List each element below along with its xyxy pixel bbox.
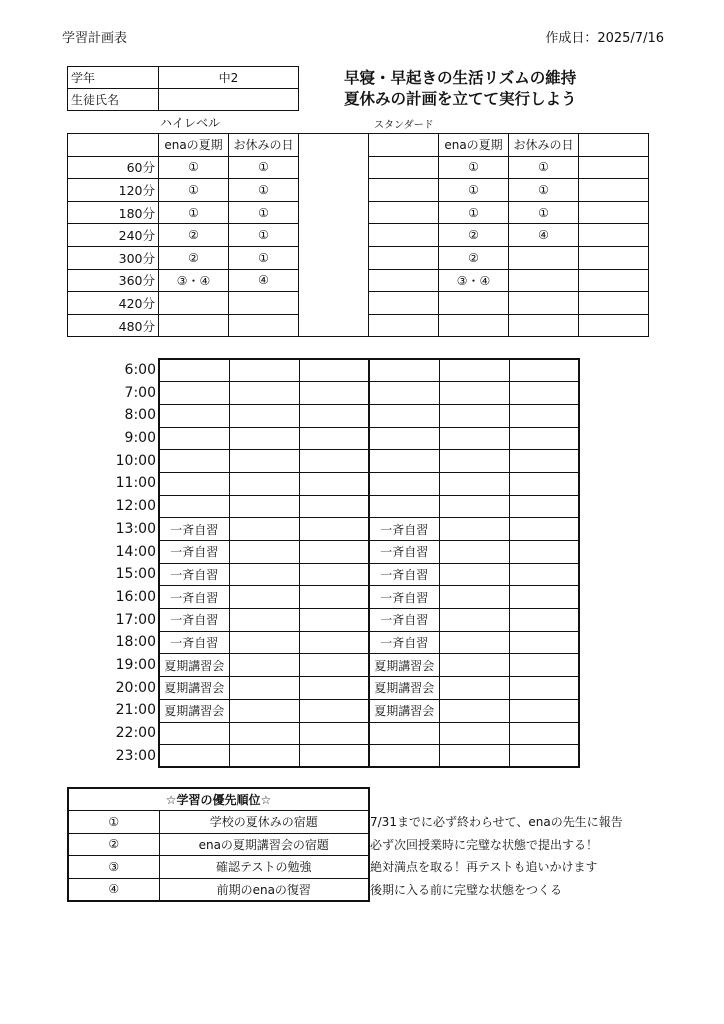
slogan-line-1: 早寝・早起きの生活リズムの維持 <box>344 69 577 87</box>
time-label: 23:00 <box>115 747 156 764</box>
time-label: 14:00 <box>115 543 156 560</box>
schedule-cell[interactable] <box>229 450 299 473</box>
schedule-row <box>159 382 579 405</box>
time-labels <box>100 358 156 766</box>
plan-header-cell <box>299 134 369 157</box>
schedule-cell[interactable] <box>299 631 369 654</box>
schedule-cell[interactable] <box>509 609 579 632</box>
plan-cell[interactable] <box>439 292 509 315</box>
plan-row <box>68 246 649 269</box>
grade-field[interactable]: 中2 <box>159 67 299 89</box>
plan-cell[interactable]: ① <box>439 201 509 224</box>
minutes-label: 480分 <box>68 314 159 337</box>
study-minutes-table <box>67 133 649 337</box>
plan-header-cell: enaの夏期 <box>159 134 229 157</box>
schedule-row <box>159 677 579 700</box>
plan-cell[interactable]: ② <box>439 246 509 269</box>
schedule-cell[interactable] <box>299 427 369 450</box>
schedule-row <box>159 609 579 632</box>
plan-header-cell: お休みの日 <box>509 134 579 157</box>
schedule-cell[interactable] <box>509 563 579 586</box>
schedule-cell[interactable] <box>439 677 509 700</box>
plan-cell[interactable]: ③・④ <box>159 269 229 292</box>
schedule-cell[interactable] <box>439 382 509 405</box>
schedule-cell[interactable]: 一斉自習 <box>159 541 229 564</box>
plan-cell[interactable] <box>299 314 369 337</box>
schedule-cell[interactable] <box>299 472 369 495</box>
schedule-cell[interactable] <box>299 495 369 518</box>
schedule-cell[interactable] <box>509 495 579 518</box>
priority-task: 確認テストの勉強 <box>159 856 369 879</box>
schedule-cell[interactable] <box>299 359 369 382</box>
schedule-cell[interactable] <box>159 495 229 518</box>
plan-cell[interactable]: ③・④ <box>439 269 509 292</box>
schedule-cell[interactable] <box>509 722 579 745</box>
minutes-label: 180分 <box>68 201 159 224</box>
schedule-cell[interactable] <box>509 450 579 473</box>
schedule-cell[interactable] <box>509 472 579 495</box>
minutes-label: 60分 <box>68 156 159 179</box>
schedule-cell[interactable] <box>509 359 579 382</box>
plan-cell[interactable]: ① <box>509 156 579 179</box>
schedule-cell[interactable] <box>439 472 509 495</box>
schedule-cell[interactable]: 一斉自習 <box>369 563 439 586</box>
plan-cell[interactable] <box>579 292 649 315</box>
plan-cell[interactable] <box>579 246 649 269</box>
plan-cell[interactable] <box>369 224 439 247</box>
schedule-cell[interactable]: 一斉自習 <box>369 631 439 654</box>
schedule-cell[interactable] <box>439 541 509 564</box>
schedule-cell[interactable] <box>439 722 509 745</box>
priority-note: 後期に入る前に完璧な状態をつくる <box>370 882 563 897</box>
grade-label: 学年 <box>68 67 159 89</box>
student-name-field[interactable] <box>159 89 299 111</box>
time-label: 7:00 <box>124 384 156 401</box>
schedule-cell[interactable] <box>509 677 579 700</box>
plan-cell[interactable] <box>299 246 369 269</box>
schedule-cell[interactable] <box>439 518 509 541</box>
schedule-cell[interactable] <box>439 654 509 677</box>
schedule-cell[interactable] <box>509 654 579 677</box>
plan-cell[interactable]: ① <box>229 246 299 269</box>
priority-task: 前期のenaの復習 <box>159 878 369 901</box>
schedule-cell[interactable] <box>509 541 579 564</box>
plan-cell[interactable]: ① <box>159 156 229 179</box>
schedule-cell[interactable]: 夏期講習会 <box>369 654 439 677</box>
plan-cell[interactable] <box>579 179 649 202</box>
schedule-cell[interactable] <box>509 745 579 768</box>
schedule-row <box>159 541 579 564</box>
document-title: 学習計画表 <box>62 31 128 46</box>
schedule-cell[interactable]: 一斉自習 <box>159 609 229 632</box>
schedule-cell[interactable] <box>159 382 229 405</box>
plan-cell[interactable] <box>509 314 579 337</box>
priority-row <box>68 833 369 856</box>
plan-cell[interactable]: ④ <box>229 269 299 292</box>
time-label: 18:00 <box>115 634 156 651</box>
schedule-row <box>159 404 579 427</box>
schedule-cell[interactable] <box>439 699 509 722</box>
standard-label: スタンダード <box>374 120 434 131</box>
schedule-cell[interactable] <box>299 609 369 632</box>
schedule-cell[interactable] <box>229 745 299 768</box>
student-info-table <box>67 66 299 111</box>
schedule-cell[interactable] <box>369 495 439 518</box>
priority-note: 必ず次回授業時に完璧な状態で提出する！ <box>370 837 599 852</box>
schedule-cell[interactable]: 夏期講習会 <box>369 677 439 700</box>
schedule-cell[interactable]: 一斉自習 <box>159 563 229 586</box>
time-label: 6:00 <box>124 362 156 378</box>
schedule-cell[interactable] <box>229 359 299 382</box>
schedule-row <box>159 427 579 450</box>
schedule-cell[interactable] <box>369 382 439 405</box>
high-level-label: ハイレベル <box>160 116 221 130</box>
schedule-cell[interactable]: 一斉自習 <box>369 541 439 564</box>
plan-cell[interactable] <box>299 179 369 202</box>
plan-cell[interactable] <box>509 292 579 315</box>
plan-cell[interactable] <box>369 201 439 224</box>
plan-cell[interactable] <box>509 269 579 292</box>
schedule-cell[interactable] <box>159 404 229 427</box>
schedule-cell[interactable] <box>299 563 369 586</box>
plan-row <box>68 314 649 337</box>
plan-cell[interactable]: ② <box>159 246 229 269</box>
plan-cell[interactable] <box>369 292 439 315</box>
schedule-cell[interactable] <box>509 631 579 654</box>
minutes-label: 240分 <box>68 224 159 247</box>
priority-notes <box>370 811 623 901</box>
schedule-cell[interactable] <box>299 450 369 473</box>
plan-cell[interactable]: ① <box>159 201 229 224</box>
schedule-row <box>159 495 579 518</box>
plan-row <box>68 179 649 202</box>
plan-cell[interactable]: ② <box>439 224 509 247</box>
plan-cell[interactable]: ① <box>229 201 299 224</box>
priority-task: enaの夏期講習会の宿題 <box>159 833 369 856</box>
plan-cell[interactable] <box>299 224 369 247</box>
priority-number: ④ <box>68 878 159 901</box>
priority-number: ② <box>68 833 159 856</box>
plan-cell[interactable] <box>579 156 649 179</box>
schedule-row <box>159 722 579 745</box>
time-label: 22:00 <box>115 725 156 741</box>
plan-cell[interactable]: ① <box>439 156 509 179</box>
schedule-cell[interactable] <box>229 609 299 632</box>
time-label: 11:00 <box>115 475 156 492</box>
schedule-cell[interactable] <box>299 518 369 541</box>
schedule-cell[interactable] <box>299 699 369 722</box>
schedule-cell[interactable] <box>369 450 439 473</box>
plan-cell[interactable] <box>299 269 369 292</box>
plan-cell[interactable] <box>509 246 579 269</box>
schedule-cell[interactable] <box>229 472 299 495</box>
schedule-cell[interactable] <box>159 745 229 768</box>
time-label: 10:00 <box>115 452 156 469</box>
schedule-cell[interactable]: 夏期講習会 <box>159 699 229 722</box>
schedule-cell[interactable] <box>229 722 299 745</box>
plan-cell[interactable]: ① <box>159 179 229 202</box>
minutes-label: 120分 <box>68 179 159 202</box>
plan-cell[interactable]: ① <box>229 224 299 247</box>
priority-row <box>68 811 369 834</box>
schedule-cell[interactable] <box>229 404 299 427</box>
schedule-cell[interactable] <box>229 631 299 654</box>
time-label: 20:00 <box>115 679 156 696</box>
plan-cell[interactable] <box>159 292 229 315</box>
schedule-row <box>159 745 579 768</box>
minutes-label: 420分 <box>68 292 159 315</box>
schedule-cell[interactable]: 夏期講習会 <box>159 654 229 677</box>
schedule-cell[interactable] <box>509 382 579 405</box>
plan-row <box>68 224 649 247</box>
plan-cell[interactable] <box>579 314 649 337</box>
plan-cell[interactable] <box>159 314 229 337</box>
schedule-cell[interactable] <box>509 404 579 427</box>
schedule-cell[interactable]: 一斉自習 <box>369 518 439 541</box>
schedule-cell[interactable] <box>509 586 579 609</box>
schedule-cell[interactable] <box>159 450 229 473</box>
plan-cell[interactable]: ① <box>229 179 299 202</box>
schedule-cell[interactable] <box>369 427 439 450</box>
schedule-row <box>159 563 579 586</box>
schedule-row <box>159 518 579 541</box>
plan-cell[interactable] <box>369 156 439 179</box>
plan-cell[interactable] <box>579 269 649 292</box>
schedule-cell[interactable]: 夏期講習会 <box>369 699 439 722</box>
priority-table <box>67 787 370 902</box>
schedule-row <box>159 472 579 495</box>
plan-cell[interactable]: ① <box>229 156 299 179</box>
slogan <box>344 68 577 110</box>
schedule-cell[interactable]: 一斉自習 <box>369 609 439 632</box>
plan-cell[interactable] <box>299 292 369 315</box>
schedule-cell[interactable] <box>509 427 579 450</box>
schedule-cell[interactable] <box>369 472 439 495</box>
time-label: 21:00 <box>115 702 156 719</box>
schedule-cell[interactable] <box>439 359 509 382</box>
schedule-cell[interactable] <box>159 427 229 450</box>
schedule-row <box>159 359 579 382</box>
schedule-cell[interactable] <box>229 563 299 586</box>
time-label: 12:00 <box>115 498 156 515</box>
plan-cell[interactable] <box>369 269 439 292</box>
schedule-cell[interactable] <box>229 427 299 450</box>
schedule-cell[interactable] <box>369 745 439 768</box>
plan-cell[interactable] <box>579 224 649 247</box>
slogan-line-2: 夏休みの計画を立てて実行しよう <box>344 90 577 108</box>
plan-header-cell: お休みの日 <box>229 134 299 157</box>
schedule-cell[interactable]: 一斉自習 <box>369 586 439 609</box>
plan-cell[interactable] <box>299 201 369 224</box>
plan-header-cell <box>369 134 439 157</box>
schedule-cell[interactable] <box>299 654 369 677</box>
time-label: 19:00 <box>115 656 156 673</box>
schedule-cell[interactable]: 一斉自習 <box>159 586 229 609</box>
schedule-row <box>159 631 579 654</box>
schedule-cell[interactable] <box>439 404 509 427</box>
time-label: 9:00 <box>124 430 156 447</box>
schedule-cell[interactable]: 一斉自習 <box>159 518 229 541</box>
time-label: 13:00 <box>115 520 156 537</box>
time-label: 16:00 <box>115 588 156 605</box>
schedule-cell[interactable] <box>439 631 509 654</box>
student-name-label: 生徒氏名 <box>68 89 159 111</box>
schedule-row <box>159 699 579 722</box>
schedule-cell[interactable] <box>299 745 369 768</box>
plan-cell[interactable]: ① <box>509 179 579 202</box>
plan-row <box>68 292 649 315</box>
schedule-cell[interactable] <box>439 427 509 450</box>
schedule-cell[interactable] <box>299 541 369 564</box>
schedule-row <box>159 450 579 473</box>
plan-cell[interactable] <box>299 156 369 179</box>
schedule-cell[interactable] <box>439 586 509 609</box>
schedule-cell[interactable] <box>229 699 299 722</box>
schedule-cell[interactable] <box>299 677 369 700</box>
plan-cell[interactable]: ② <box>159 224 229 247</box>
plan-cell[interactable] <box>369 179 439 202</box>
daily-schedule-table <box>158 358 580 768</box>
priority-row <box>68 878 369 901</box>
schedule-cell[interactable] <box>159 472 229 495</box>
plan-cell[interactable] <box>229 314 299 337</box>
plan-cell[interactable]: ④ <box>509 224 579 247</box>
plan-cell[interactable] <box>439 314 509 337</box>
minutes-label: 360分 <box>68 269 159 292</box>
schedule-cell[interactable] <box>439 609 509 632</box>
schedule-cell[interactable] <box>369 722 439 745</box>
priority-task: 学校の夏休みの宿題 <box>159 811 369 834</box>
plan-header-cell: enaの夏期 <box>439 134 509 157</box>
plan-row <box>68 201 649 224</box>
schedule-row <box>159 586 579 609</box>
plan-header-cell <box>579 134 649 157</box>
schedule-cell[interactable] <box>229 586 299 609</box>
schedule-row <box>159 654 579 677</box>
schedule-cell[interactable] <box>369 359 439 382</box>
time-label: 17:00 <box>115 611 156 628</box>
plan-cell[interactable] <box>369 246 439 269</box>
plan-cell[interactable]: ① <box>439 179 509 202</box>
schedule-cell[interactable] <box>299 404 369 427</box>
plan-row <box>68 269 649 292</box>
time-label: 8:00 <box>124 407 156 424</box>
plan-header-cell <box>68 134 159 157</box>
schedule-cell[interactable]: 一斉自習 <box>159 631 229 654</box>
plan-cell[interactable]: ① <box>509 201 579 224</box>
plan-cell[interactable] <box>369 314 439 337</box>
plan-cell[interactable] <box>229 292 299 315</box>
schedule-cell[interactable] <box>229 541 299 564</box>
schedule-cell[interactable] <box>229 382 299 405</box>
schedule-cell[interactable] <box>299 382 369 405</box>
schedule-cell[interactable] <box>439 745 509 768</box>
schedule-cell[interactable] <box>159 722 229 745</box>
priority-number: ③ <box>68 856 159 879</box>
priority-title: ☆学習の優先順位☆ <box>68 788 369 811</box>
schedule-cell[interactable]: 夏期講習会 <box>159 677 229 700</box>
priority-note: 絶対満点を取る！再テストも追いかけます <box>370 860 598 874</box>
time-label: 15:00 <box>115 566 156 583</box>
schedule-cell[interactable] <box>509 699 579 722</box>
schedule-cell[interactable] <box>439 563 509 586</box>
schedule-cell[interactable] <box>299 722 369 745</box>
created-date: 作成日：2025/7/16 <box>545 31 664 46</box>
schedule-cell[interactable] <box>229 518 299 541</box>
minutes-label: 300分 <box>68 246 159 269</box>
schedule-cell[interactable] <box>369 404 439 427</box>
schedule-cell[interactable] <box>299 586 369 609</box>
schedule-cell[interactable] <box>229 677 299 700</box>
plan-cell[interactable] <box>579 201 649 224</box>
priority-number: ① <box>68 811 159 834</box>
schedule-cell[interactable] <box>439 495 509 518</box>
schedule-cell[interactable] <box>159 359 229 382</box>
schedule-cell[interactable] <box>509 518 579 541</box>
plan-row <box>68 156 649 179</box>
priority-note: 7/31までに必ず終わらせて、enaの先生に報告 <box>370 815 623 829</box>
plan-header-row <box>68 134 649 157</box>
schedule-cell[interactable] <box>229 654 299 677</box>
priority-row <box>68 856 369 879</box>
schedule-cell[interactable] <box>229 495 299 518</box>
schedule-cell[interactable] <box>439 450 509 473</box>
